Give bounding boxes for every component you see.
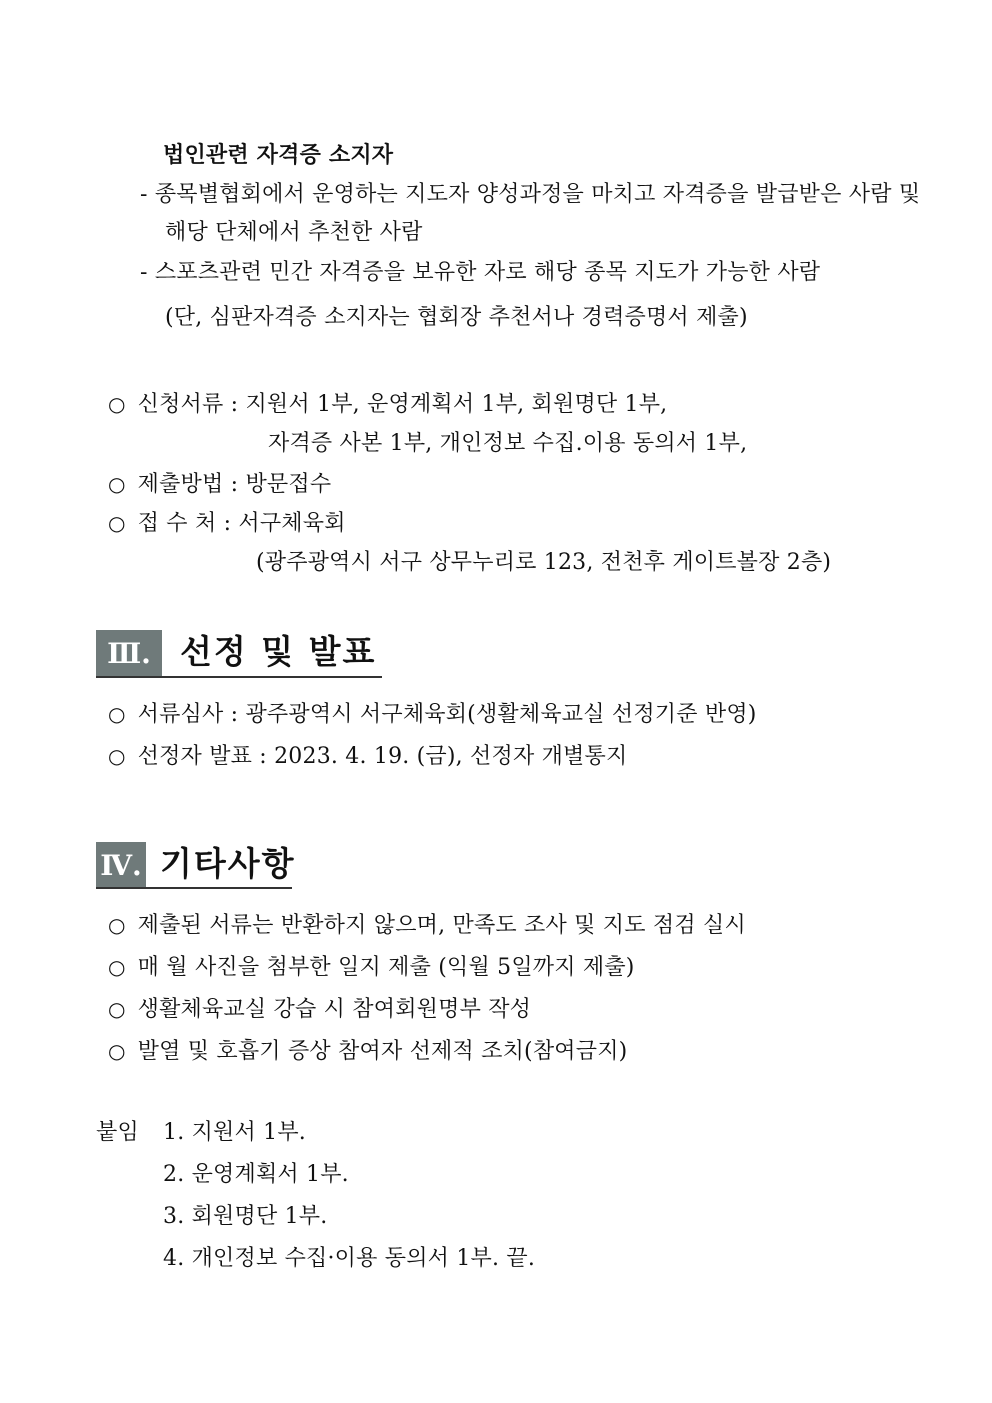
section4-item: [108, 1036, 627, 1067]
section4-title: 기타사항: [160, 844, 296, 883]
section3-item: [108, 741, 627, 772]
submission-method-text: 제출방법 : 방문접수: [137, 472, 332, 497]
section4-number-badge: Ⅳ.: [96, 842, 146, 888]
bullet-icon: ○: [108, 997, 126, 1021]
attachment-item: 1. 지원서 1부.: [163, 1120, 306, 1145]
submission-office-text: 접 수 처 : 서구체육회: [137, 511, 346, 536]
qualification-dash2: - 스포츠관련 민간 자격증을 보유한 자로 해당 종목 지도가 가능한 사람: [140, 260, 821, 285]
submission-method: [108, 469, 331, 500]
submission-docs-cont: 자격증 사본 1부, 개인정보 수집.이용 동의서 1부,: [268, 431, 748, 456]
bullet-icon: ○: [108, 913, 126, 937]
qualification-note: (단, 심판자격증 소지자는 협회장 추천서나 경력증명서 제출): [165, 305, 748, 330]
attachment-item: 3. 회원명단 1부.: [163, 1204, 328, 1229]
submission-docs: [108, 389, 667, 420]
attachment-item: 2. 운영계획서 1부.: [163, 1162, 349, 1187]
bullet-icon: ○: [108, 1039, 126, 1063]
qualification-dash1-line2: 해당 단체에서 추천한 사람: [165, 220, 423, 245]
section3-title: 선정 및 발표: [180, 632, 377, 671]
section4-item: [108, 994, 531, 1025]
attachment-item: 4. 개인정보 수집·이용 동의서 1부. 끝.: [163, 1246, 536, 1271]
bullet-icon: ○: [108, 511, 126, 535]
qualification-corporate: 법인관련 자격증 소지자: [163, 142, 394, 168]
section4-item-text: 발열 및 호흡기 증상 참여자 선제적 조치(참여금지): [137, 1039, 628, 1064]
section4-item-text: 매 월 사진을 첨부한 일지 제출 (익월 5일까지 제출): [137, 955, 635, 980]
section4-item-text: 제출된 서류는 반환하지 않으며, 만족도 조사 및 지도 점검 실시: [137, 913, 746, 938]
section3-underline: [96, 676, 382, 678]
section4-underline: [96, 887, 292, 889]
bullet-icon: ○: [108, 392, 126, 416]
qualification-dash1-line1: - 종목별협회에서 운영하는 지도자 양성과정을 마치고 자격증을 발급받은 사람 및: [140, 182, 921, 207]
bullet-icon: ○: [108, 955, 126, 979]
section4-item-text: 생활체육교실 강습 시 참여회원명부 작성: [137, 997, 532, 1022]
submission-office: [108, 508, 346, 539]
section3-item-text: 선정자 발표 : 2023. 4. 19. (금), 선정자 개별통지: [137, 744, 628, 769]
section3-item-text: 서류심사 : 광주광역시 서구체육회(생활체육교실 선정기준 반영): [137, 702, 757, 727]
section3-number-badge: Ⅲ.: [96, 630, 162, 676]
bullet-icon: ○: [108, 702, 126, 726]
submission-docs-label: 신청서류 : 지원서 1부, 운영계획서 1부, 회원명단 1부,: [137, 392, 668, 417]
attachments-label: 붙임: [96, 1120, 139, 1145]
bullet-icon: ○: [108, 744, 126, 768]
submission-address: (광주광역시 서구 상무누리로 123, 전천후 게이트볼장 2층): [256, 550, 832, 575]
section4-item: [108, 910, 746, 941]
bullet-icon: ○: [108, 472, 126, 496]
section3-item: [108, 699, 757, 730]
section4-item: [108, 952, 635, 983]
